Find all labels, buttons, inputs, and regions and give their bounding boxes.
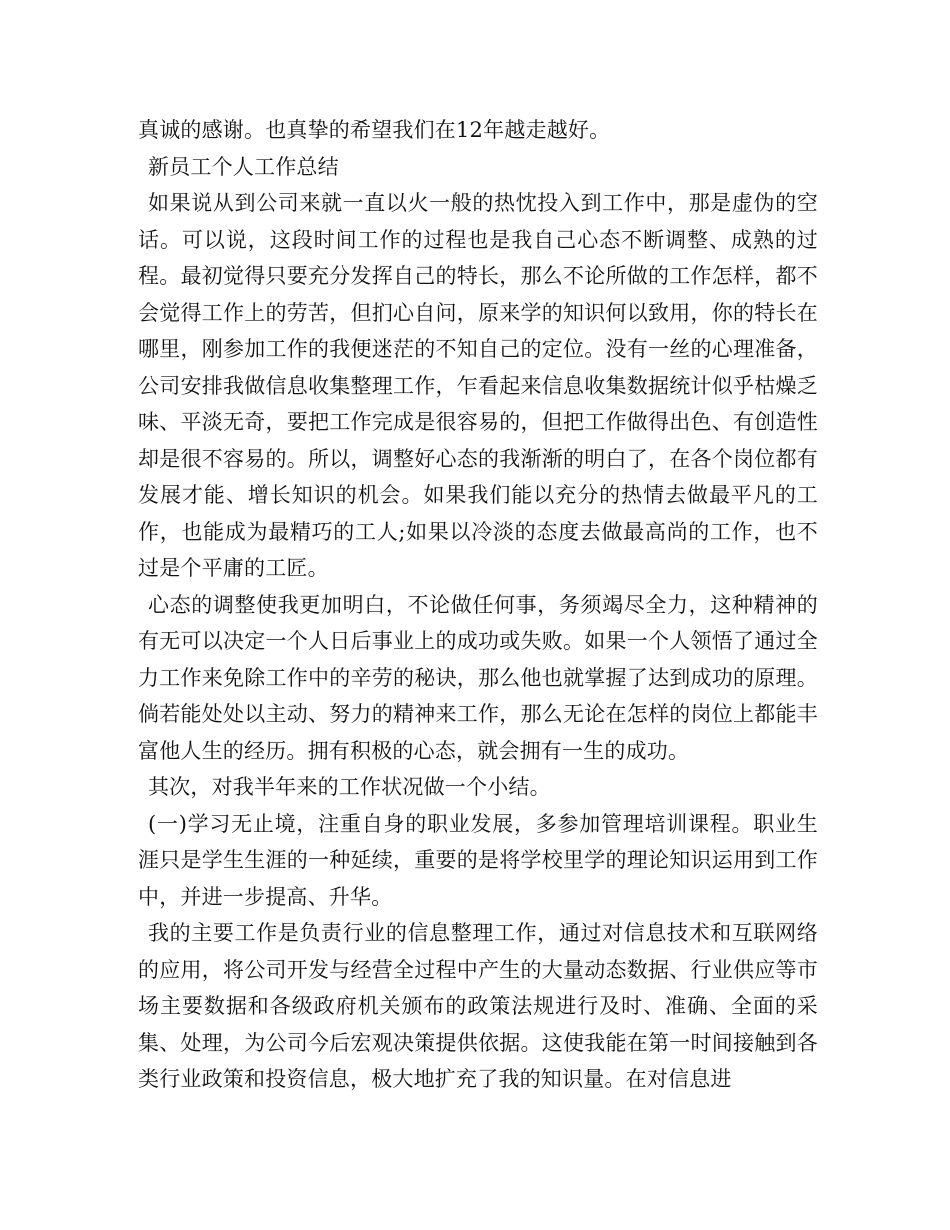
paragraph-main-work: 我的主要工作是负责行业的信息整理工作，通过对信息技术和互联网络的应用，将公司开发与经营全过程中产生的大量动态数据、行业供应等市场主要数据和各级政府机关颁布的政策法规进行及时、准确、全面的采集、处理，为公司今后宏观决策提供依据。这使我能在第一时间接触到各类行业政策和投资信息，极大地扩充了我的知识量。在对信息进 (138, 921, 818, 1091)
paragraph-continuation: 真诚的感谢。也真挚的希望我们在12年越走越好。 (138, 118, 611, 142)
paragraph-summary-intro: 其次，对我半年来的工作状况做一个小结。 (148, 775, 551, 799)
paragraph-mindset: 如果说从到公司来就一直以火一般的热忱投入到工作中，那是虚伪的空话。可以说，这段时间工作的过程也是我自己心态不断调整、成熟的过程。最初觉得只要充分发挥自己的特长，那么不论所做的工作怎样，都不会觉得工作上的劳苦，但扪心自问，原来学的知识何以致用，你的特长在哪里，刚参加工作的我便迷茫的不知自己的定位。没有一丝的心理准备，公司安排我做信息收集整理工作，乍看起来信息收集数据统计似乎枯燥乏味、平淡无奇，要把工作完成是很容易的，但把工作做得出色、有创造性却是很不容易的。所以，调整好心态的我渐渐的明白了，在各个岗位都有发展才能、增长知识的机会。如果我们能以充分的热情去做最平凡的工作，也能成为最精巧的工人;如果以冷淡的态度去做最高尚的工作，也不过是个平庸的工匠。 (138, 191, 818, 580)
paragraph-attitude: 心态的调整使我更加明白，不论做任何事，务须竭尽全力，这种精神的有无可以决定一个人日后事业上的成功或失败。如果一个人领悟了通过全力工作来免除工作中的辛劳的秘诀，那么他也就掌握了达到成功的原理。倘若能处处以主动、努力的精神来工作，那么无论在怎样的岗位上都能丰富他人生的经历。拥有积极的心态，就会拥有一生的成功。 (138, 592, 818, 763)
section-title: 新员工个人工作总结 (148, 154, 339, 179)
paragraph-learning: (一)学习无止境，注重自身的职业发展，多参加管理培训课程。职业生涯只是学生生涯的一种延续，重要的是将学校里学的理论知识运用到工作中，并进一步提高、升华。 (138, 811, 818, 909)
document-body (138, 112, 818, 1098)
